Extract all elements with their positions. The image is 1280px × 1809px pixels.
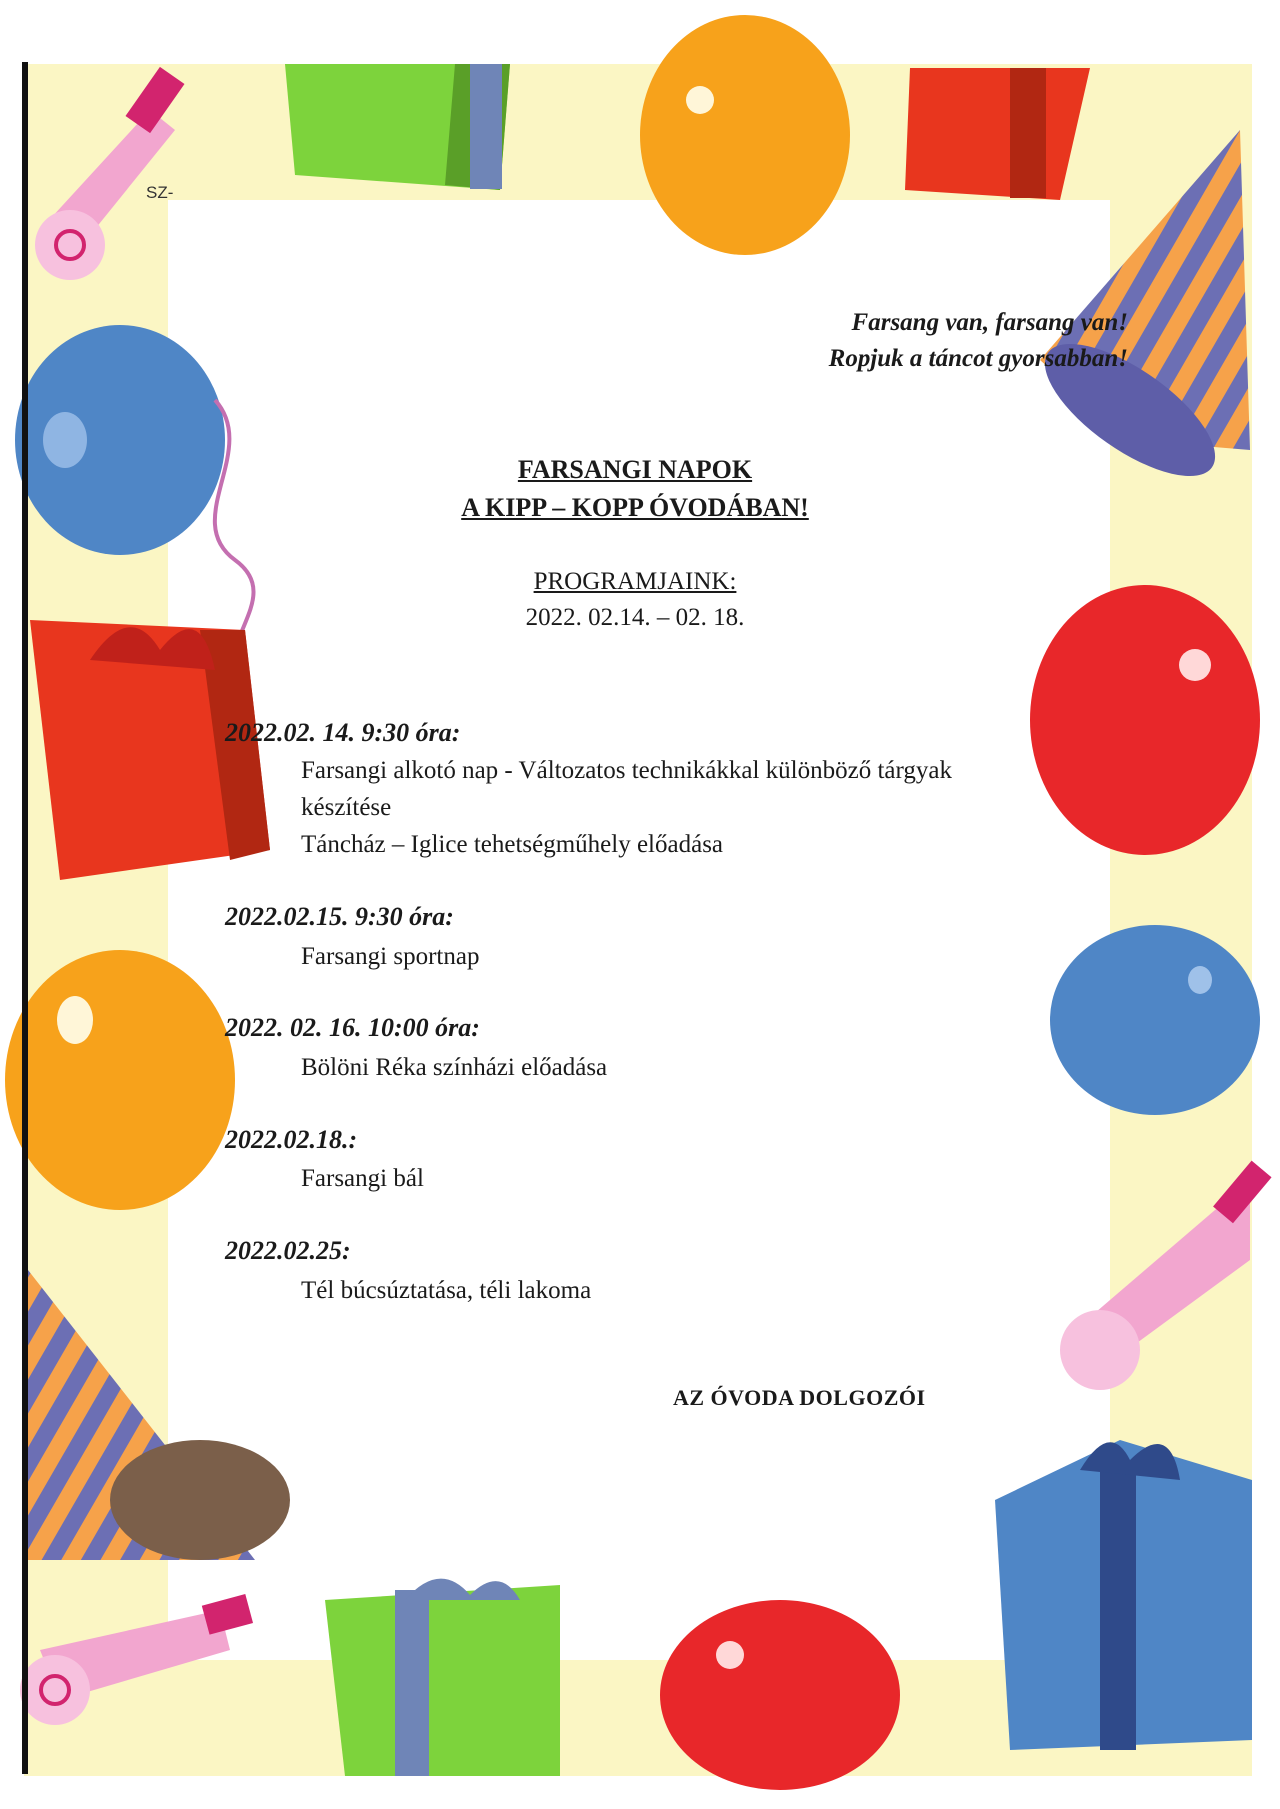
event-description: Farsangi bál bbox=[301, 1165, 424, 1192]
program-heading: PROGRAMJAINK: bbox=[533, 568, 737, 595]
signature: AZ ÓVODA DOLGOZÓI bbox=[673, 1385, 926, 1410]
document-subtitle: A KIPP – KOPP ÓVODÁBAN! bbox=[461, 493, 809, 522]
poem-line-2: Ropjuk a táncot gyorsabban! bbox=[828, 345, 1128, 372]
poem-line-1: Farsang van, farsang van! bbox=[851, 309, 1128, 336]
gift-red-left bbox=[30, 620, 270, 880]
gift-green-top bbox=[285, 64, 510, 190]
program-date-range: 2022. 02.14. – 02. 18. bbox=[525, 604, 745, 631]
event-date: 2022.02.25: bbox=[225, 1236, 351, 1265]
gift-blue-bottom-right bbox=[995, 1440, 1252, 1750]
gift-green-bottom bbox=[325, 1579, 560, 1776]
balloon-blue-right bbox=[1050, 925, 1260, 1115]
event-date: 2022. 02. 16. 10:00 óra: bbox=[225, 1013, 480, 1042]
event-date: 2022.02.18.: bbox=[225, 1125, 358, 1154]
event-description: Farsangi sportnap bbox=[301, 943, 480, 970]
gift-red-top bbox=[905, 68, 1090, 200]
balloon-orange-left bbox=[5, 950, 235, 1210]
balloon-orange-top bbox=[640, 15, 850, 255]
scan-edge-line bbox=[22, 62, 28, 1774]
event-description: készítése bbox=[301, 794, 392, 821]
corner-mark: SZ- bbox=[146, 183, 174, 202]
balloon-red-bottom bbox=[660, 1600, 900, 1790]
event-date: 2022.02.15. 9:30 óra: bbox=[225, 902, 454, 931]
event-description: Tél búcsúztatása, téli lakoma bbox=[301, 1277, 592, 1304]
event-description: Táncház – Iglice tehetségműhely előadása bbox=[301, 831, 724, 858]
poem bbox=[829, 305, 1128, 377]
event-description: Farsangi alkotó nap - Változatos technikákkal különböző tárgyak bbox=[301, 757, 952, 784]
event-date: 2022.02. 14. 9:30 óra: bbox=[225, 718, 461, 747]
document-title: FARSANGI NAPOK bbox=[517, 455, 753, 484]
event-description: Bölöni Réka színházi előadása bbox=[301, 1054, 608, 1081]
